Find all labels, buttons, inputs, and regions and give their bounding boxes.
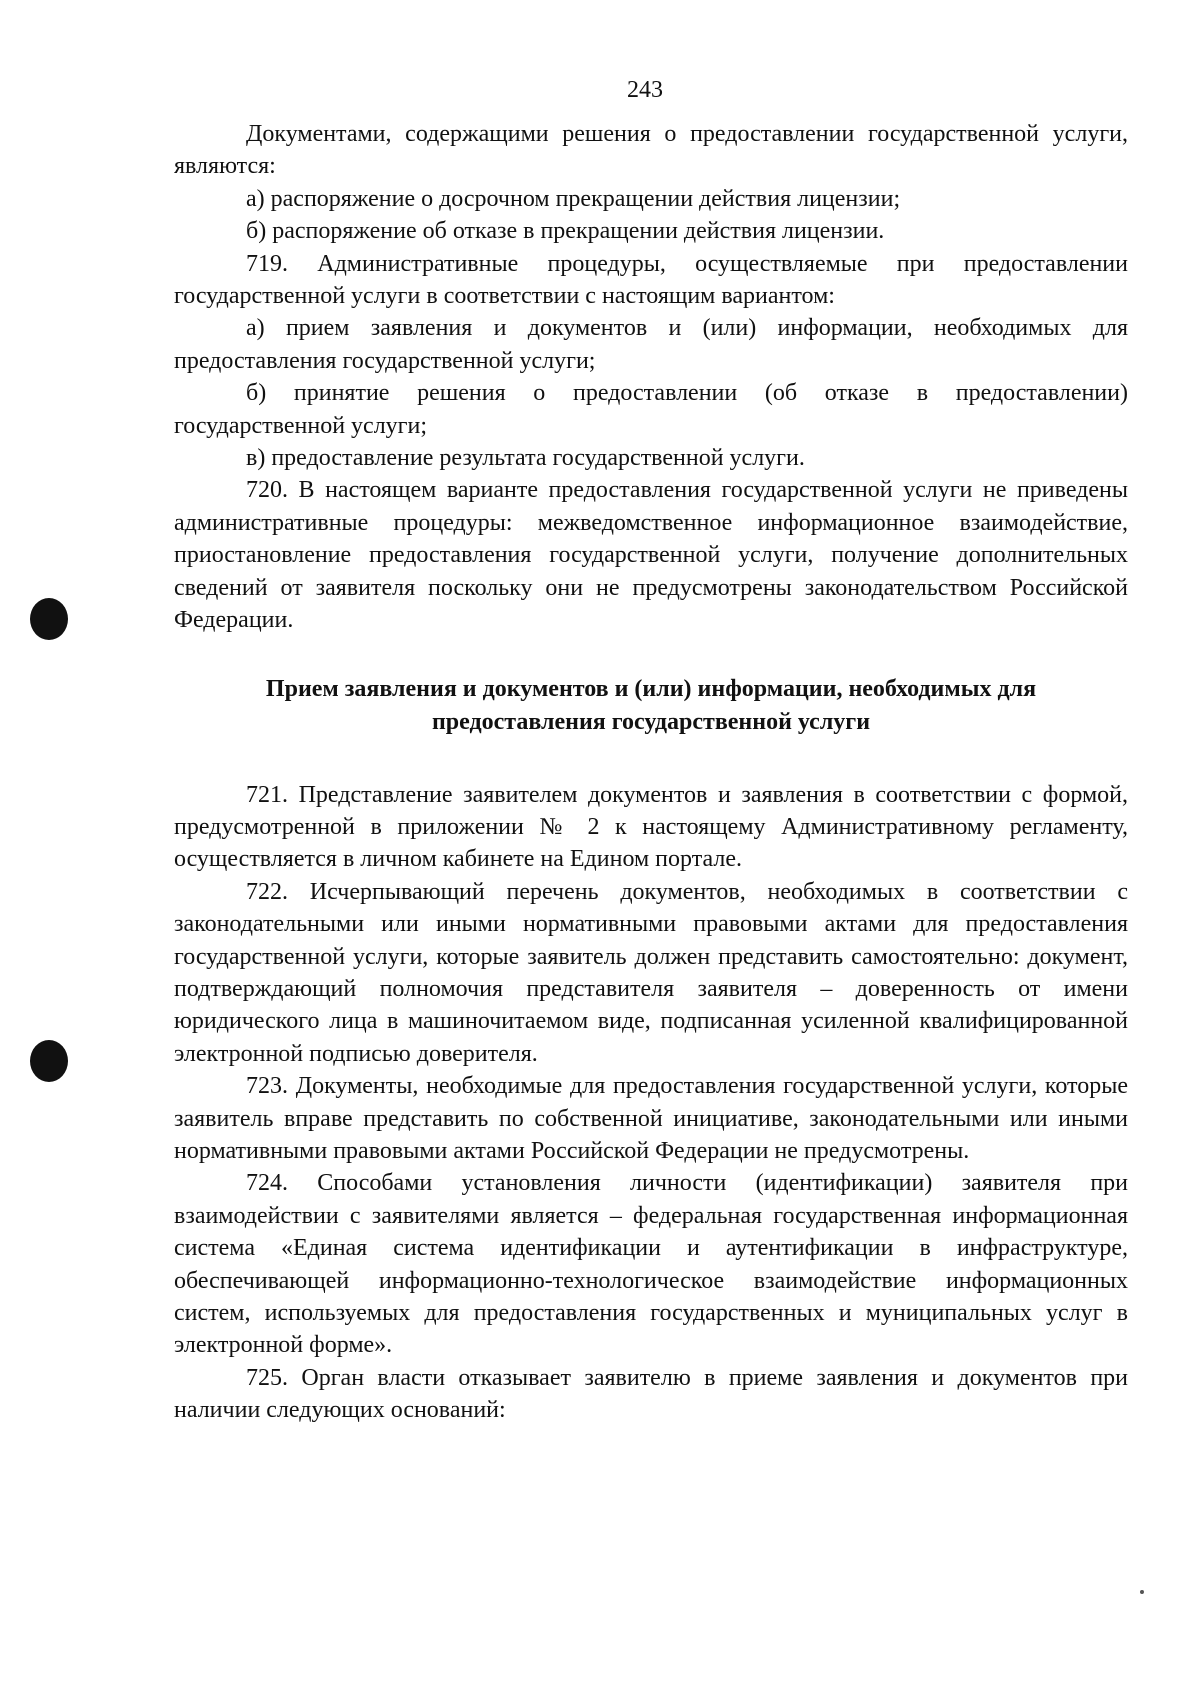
paragraph-725: 725. Орган власти отказывает заявителю в приеме заявления и документов при наличии следующих оснований: bbox=[174, 1364, 1128, 1424]
list-item-a: а) распоряжение о досрочном прекращении действия лицензии; bbox=[246, 185, 901, 212]
list-item-b: б) распоряжение об отказе в прекращении действия лицензии. bbox=[246, 218, 885, 245]
scan-speck bbox=[1140, 1590, 1144, 1594]
list-item-719-b: б) принятие решения о предоставлении (об отказе в предоставлении) государственной услуги; bbox=[174, 380, 1128, 439]
list-item-719-c: в) предоставление результата государственной услуги. bbox=[246, 445, 805, 472]
section-heading-line-1: Прием заявления и документов и (или) информации, необходимых для bbox=[265, 675, 1037, 702]
paragraph-decision-documents: Документами, содержащими решения о предоставлении государственной услуги, являются: bbox=[174, 121, 1128, 180]
paragraph-724: 724. Способами установления личности (идентификации) заявителя при взаимодействии с заявителями является – федеральная государственная информационная система «Единая система идентификации и аутентификации в инфраструктуре, обеспечивающей информационно-технологическое взаимодействие информационных систем, используемых для предоставления государственных и муниципальных услуг в электронной форме». bbox=[174, 1170, 1128, 1359]
list-item-719-a: а) прием заявления и документов и (или) информации, необходимых для предоставления государственной услуги; bbox=[174, 315, 1128, 374]
punch-hole-bottom bbox=[30, 1040, 68, 1082]
paragraph-723: 723. Документы, необходимые для предоставления государственной услуги, которые заявитель вправе представить по собственной инициативе, законодательными или иными нормативными правовыми актами Российской Федерации не предусмотрены. bbox=[174, 1073, 1128, 1164]
document-body bbox=[174, 118, 1128, 1427]
punch-hole-top bbox=[30, 598, 68, 640]
paragraph-721: 721. Представление заявителем документов и заявления в соответствии с формой, предусмотренной в приложении № 2 к настоящему Административному регламенту, осуществляется в личном кабинете на Едином портале. bbox=[174, 781, 1128, 873]
page-number: 243 bbox=[627, 77, 663, 103]
paragraph-722: 722. Исчерпывающий перечень документов, необходимых в соответствии с законодательными или иными нормативными правовыми актами для предоставления государственной услуги, которые заявитель должен представить самостоятельно: документ, подтверждающий полномочия представителя заявителя – доверенность от имени юридического лица в машиночитаемом виде, подписанная усиленной квалифицированной электронной подписью доверителя. bbox=[174, 878, 1128, 1067]
section-heading-line-2: предоставления государственной услуги bbox=[431, 708, 871, 735]
section-heading bbox=[174, 673, 1128, 739]
paragraph-720: 720. В настоящем варианте предоставления государственной услуги не приведены административные процедуры: межведомственное информационное взаимодействие, приостановление предоставления государственной услуги, получение дополнительных сведений от заявителя поскольку они не предусмотрены законодательством Российской Федерации. bbox=[174, 477, 1128, 634]
paragraph-719: 719. Административные процедуры, осуществляемые при предоставлении государственной услуги в соответствии с настоящим вариантом: bbox=[174, 250, 1128, 310]
